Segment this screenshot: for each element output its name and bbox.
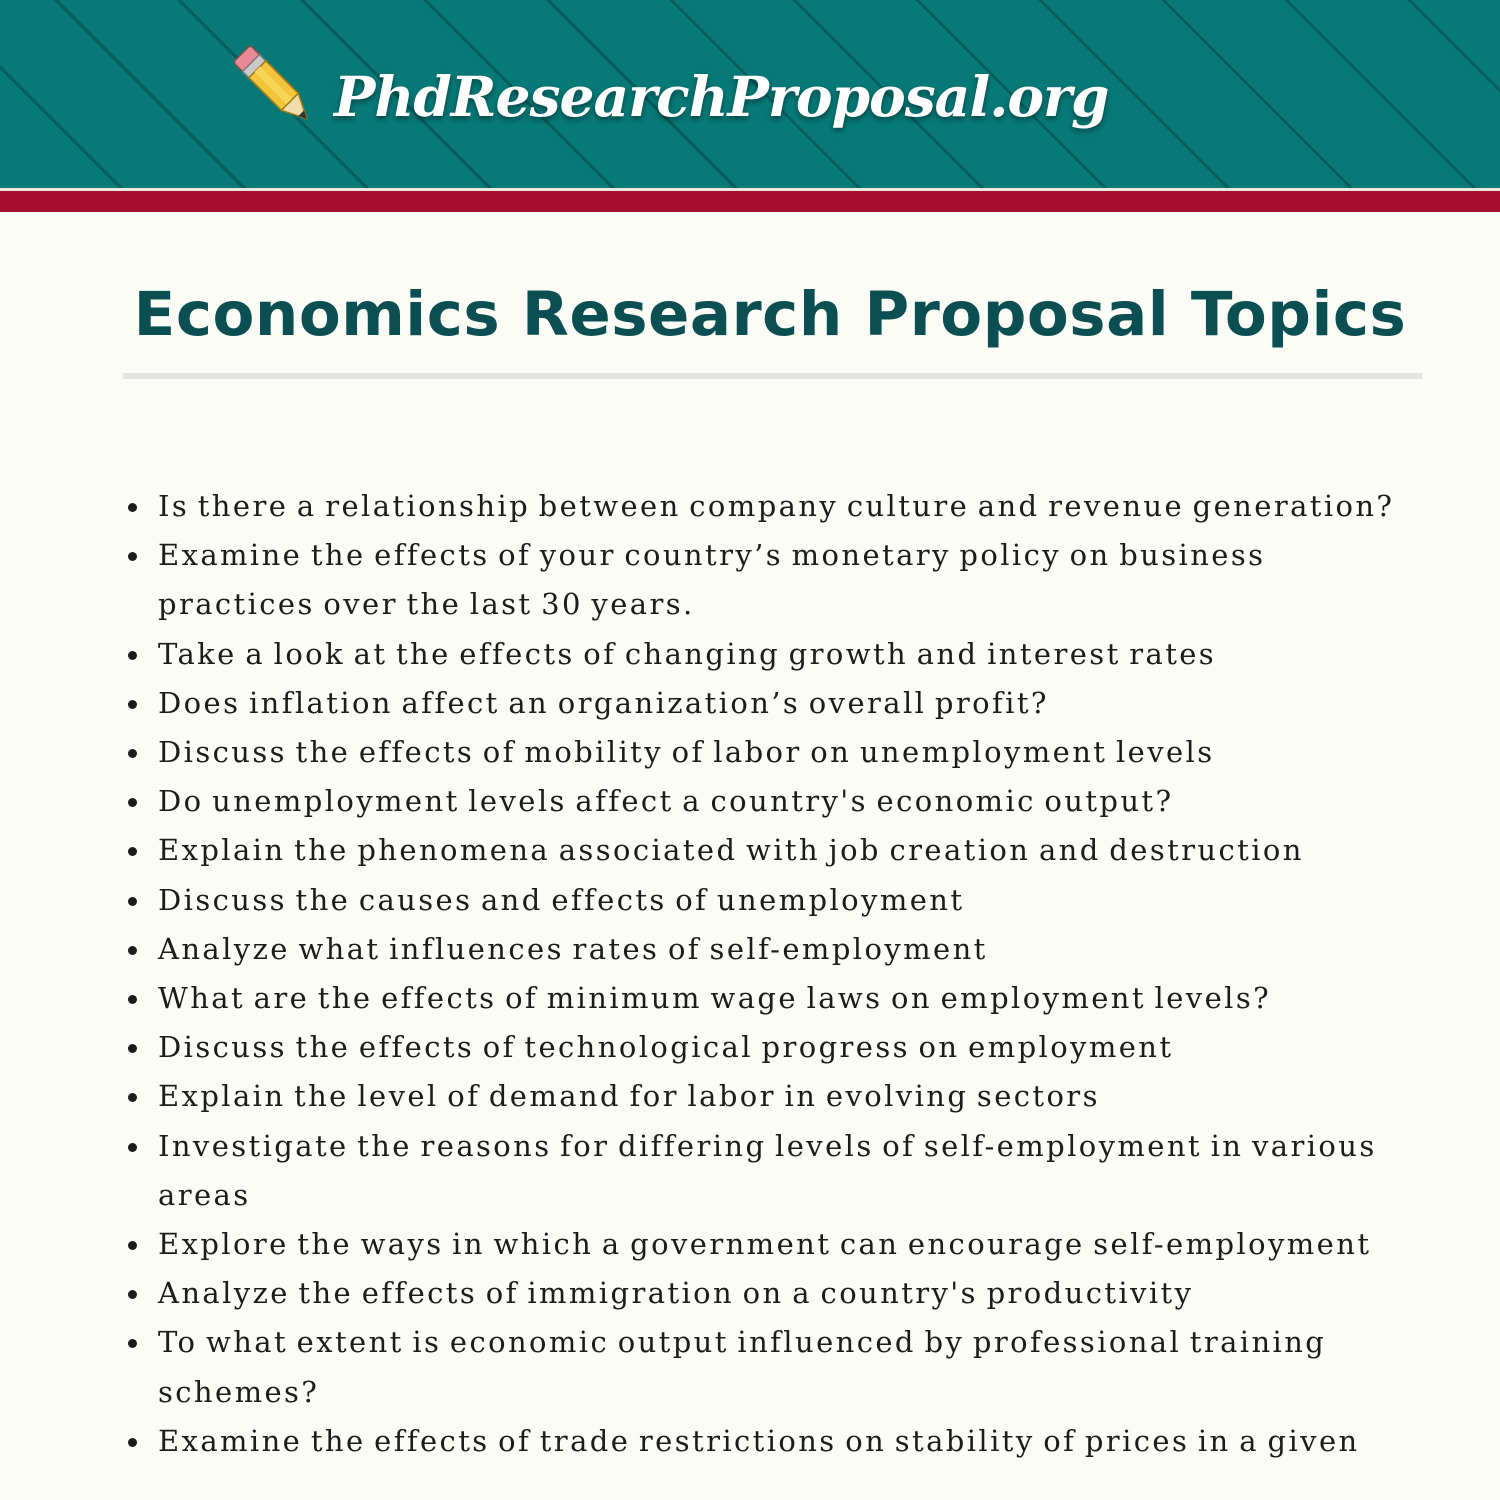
topic-text: Discuss the effects of mobility of labor on unemployment levels [158,735,1215,770]
bullet-icon [128,1093,137,1102]
list-item [158,974,1428,1023]
bullet-icon [128,1044,137,1053]
bullet-icon [128,552,137,561]
list-item [158,531,1428,629]
list-item [158,1417,1428,1466]
topic-text: Discuss the causes and effects of unemployment [158,882,965,917]
topic-text: Analyze what influences rates of self-employment [158,931,988,966]
bullet-icon [128,1339,137,1348]
list-item [158,728,1428,777]
topic-text: Examine the effects of your country’s monetary policy on business practices over the last 30 years. [158,538,1266,622]
topic-text: Explain the level of demand for labor in evolving sectors [158,1079,1100,1114]
topic-text: Explain the phenomena associated with job creation and destruction [158,833,1304,868]
bullet-icon [128,651,137,660]
bullet-icon [128,1241,137,1250]
bullet-icon [128,847,137,856]
topic-text: To what extent is economic output influenced by professional training schemes? [158,1325,1327,1409]
topic-text: Take a look at the effects of changing growth and interest rates [158,636,1217,671]
topic-text: Do unemployment levels affect a country's economic output? [158,784,1174,819]
topic-text: Examine the effects of trade restrictions on stability of prices in a given [158,1423,1360,1458]
bullet-icon [128,897,137,906]
list-item [158,1023,1428,1072]
topic-text: Analyze the effects of immigration on a country's productivity [158,1276,1194,1311]
topic-text: What are the effects of minimum wage laws on employment levels? [158,981,1272,1016]
header-accent-stripe [0,191,1500,212]
site-header [0,0,1500,188]
bullet-icon [128,1143,137,1152]
list-item [158,1269,1428,1318]
bullet-icon [128,503,137,512]
topic-text: Is there a relationship between company culture and revenue generation? [158,489,1395,523]
site-logo-text[interactable]: PhdResearchProposal.org [334,64,1109,129]
list-item [158,1072,1428,1121]
topic-text: Discuss the effects of technological progress on employment [158,1030,1174,1065]
list-item [158,777,1428,826]
bullet-icon [128,1290,137,1299]
bullet-icon [128,1438,137,1447]
topic-text: Investigate the reasons for differing levels of self-employment in various areas [158,1128,1377,1212]
page-title: Economics Research Proposal Topics [133,279,1407,350]
title-divider [123,373,1422,379]
list-item [158,876,1428,925]
list-item [158,925,1428,974]
topics-list [158,482,1428,1466]
list-item [158,679,1428,728]
bullet-icon [128,946,137,955]
bullet-icon [128,995,137,1004]
list-item [158,482,1428,531]
list-item [158,630,1428,679]
bullet-icon [128,700,137,709]
list-item [158,1220,1428,1269]
topic-text: Explore the ways in which a government can encourage self-employment [158,1227,1372,1262]
topic-text: Does inflation affect an organization’s overall profit? [158,685,1049,720]
list-item [158,826,1428,875]
bullet-icon [128,749,137,758]
list-item [158,1318,1428,1416]
bullet-icon [128,798,137,807]
list-item [158,1122,1428,1220]
pencil-icon [222,34,328,140]
